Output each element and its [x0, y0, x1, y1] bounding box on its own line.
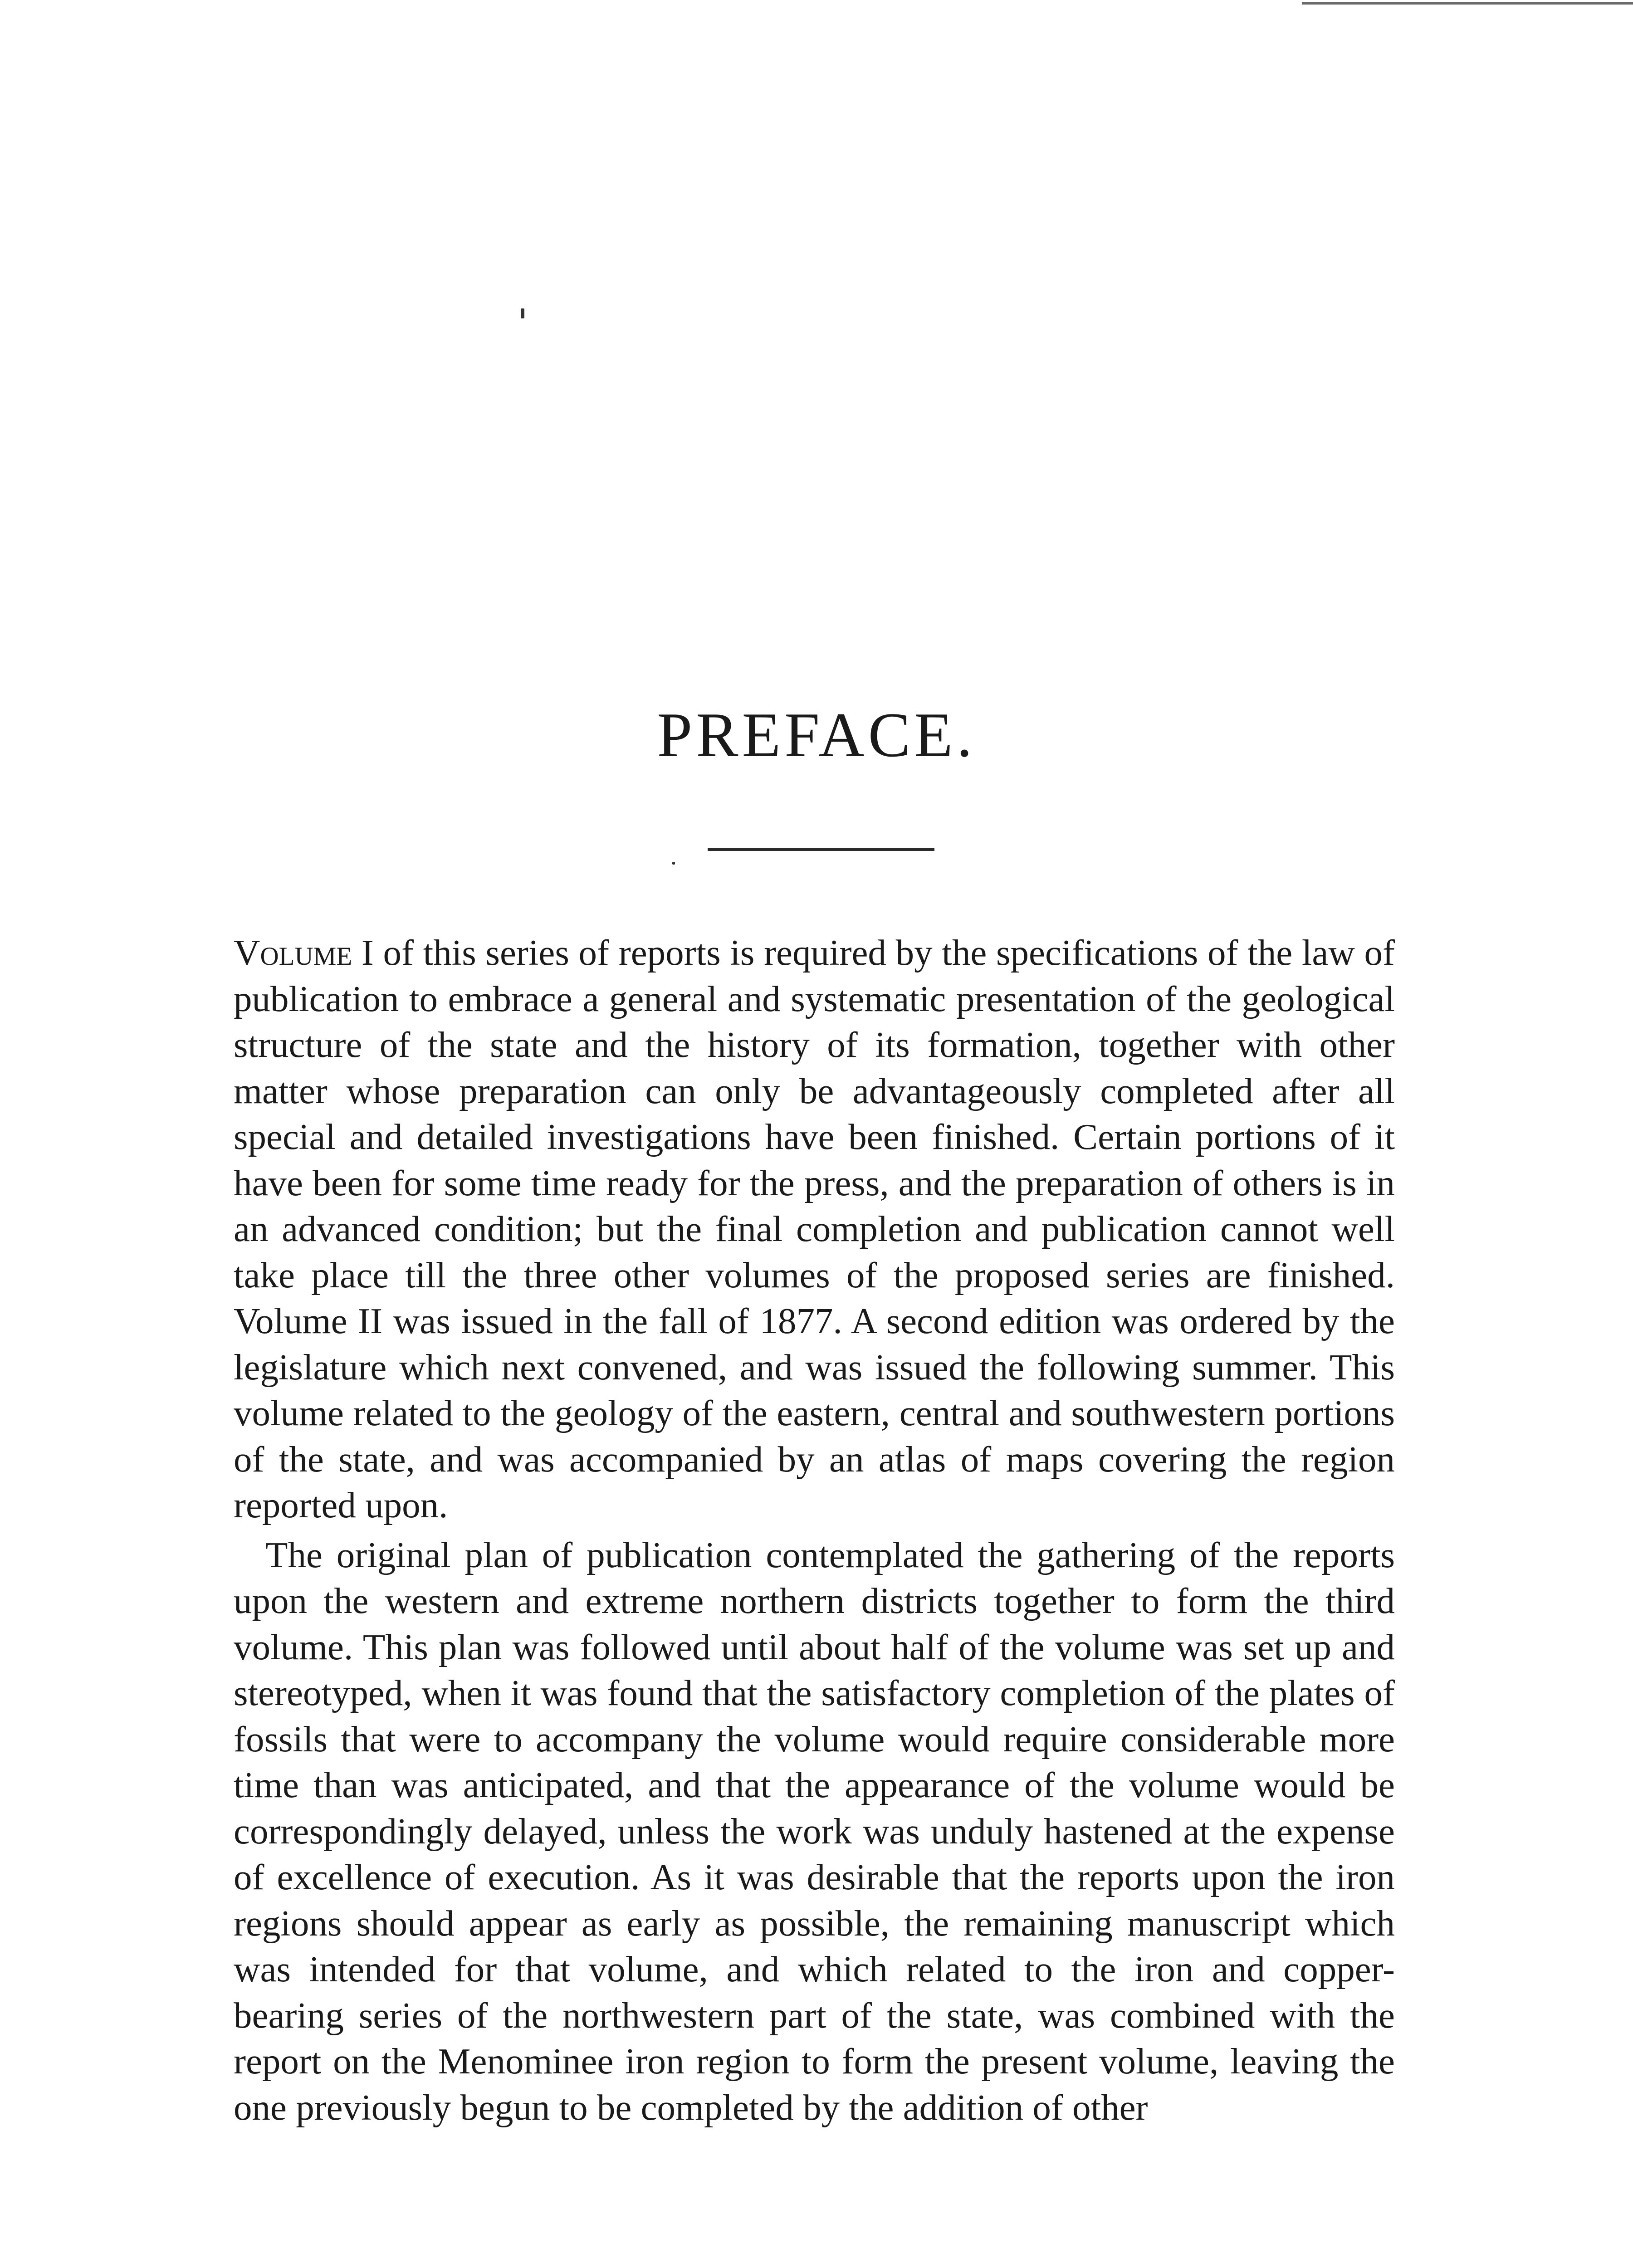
top-edge-rule [1302, 2, 1633, 5]
preface-body [234, 930, 1395, 2131]
page-title: PREFACE. [657, 700, 976, 770]
page-speck [521, 308, 524, 318]
paragraph-1 [234, 930, 1395, 1529]
paragraph-text: The original plan of publication contemplated the gathering of the reports upon the western and extreme northern districts together to form the third volume. This plan was followed until about half of the volume was set up and stereotyped, when it was found that the satisfactory completion of the plates of fossils that were to accompany the volume would require considerable more time than was anticipated, and that the appearance of the volume would be correspondingly delayed, unless the work was unduly hastened at the expense of excellence of execution. As it was desirable that the reports upon the iron regions should appear as early as possible, the remaining manuscript which was intended for that volume, and which related to the iron and copper-bearing series of the northwestern part of the state, was combined with the report on the Menominee iron region to form the present volume, leaving the one previously begun to be completed by the addition of other [234, 1534, 1395, 2128]
paragraph-text: I of this series of reports is required by the specifications of the law of publication to embrace a general and systematic presentation of the geological structure of the state and the history of its formation, together with other matter whose preparation can only be advantageously completed after all special and detailed investigations have been finished. Certain portions of it have been for some time ready for the press, and the preparation of others is in an advanced condition; but the final completion and publication cannot well take place till the three other volumes of the proposed series are finished. Volume II was issued in the fall of 1877. A second edition was ordered by the legislature which next convened, and was issued the following summer. This volume related to the geology of the eastern, central and southwestern portions of the state, and was accompanied by an atlas of maps covering the region reported upon. [234, 932, 1395, 1525]
paragraph-2 [234, 1532, 1395, 2131]
page-speck [672, 862, 675, 865]
paragraph-lead-word: Volume [234, 932, 352, 973]
title-underline-rule [708, 848, 934, 851]
